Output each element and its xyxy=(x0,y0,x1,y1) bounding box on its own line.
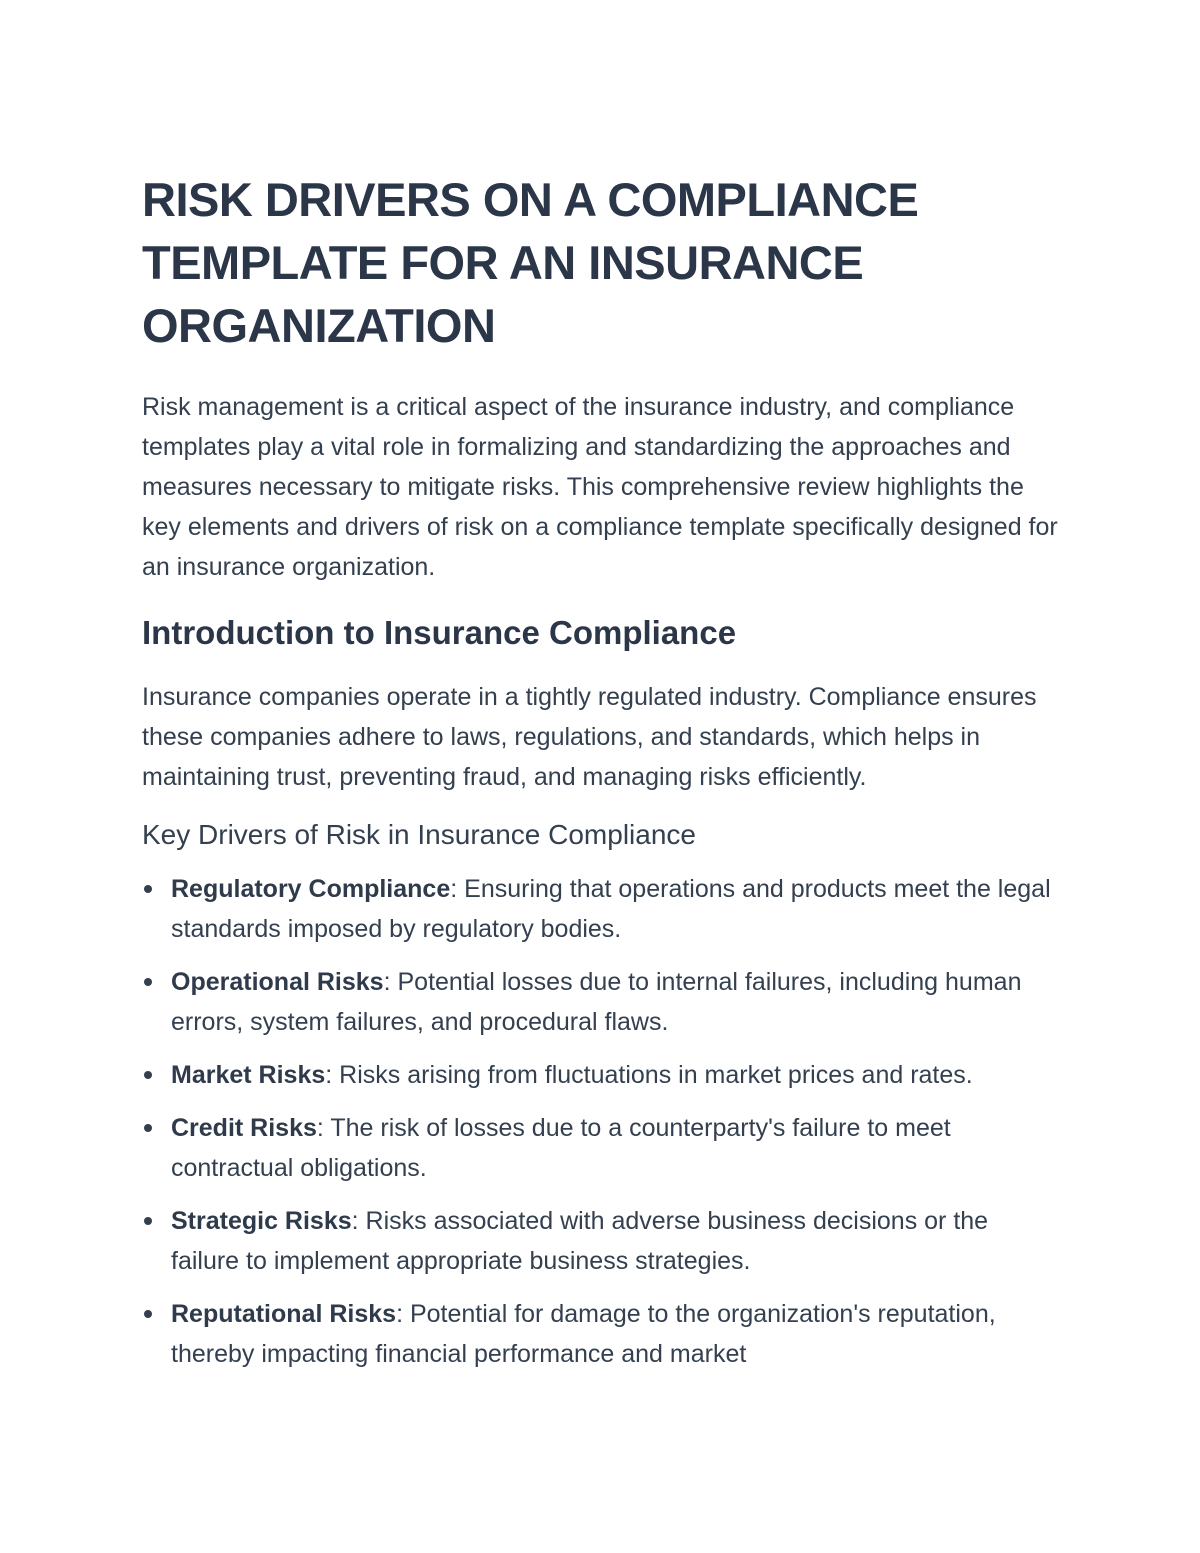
section-paragraph: Insurance companies operate in a tightly regulated industry. Compliance ensures these companies adhere to laws, regulations, and standards, which helps in maintaining trust, preventing fraud, and managing risks efficiently. xyxy=(142,683,1037,791)
term-separator: : xyxy=(316,1114,331,1142)
driver-term: Regulatory Compliance xyxy=(171,875,451,903)
bullet-icon xyxy=(144,1071,152,1079)
term-separator: : xyxy=(450,875,465,903)
document-page xyxy=(142,168,1062,1387)
document-title: RISK DRIVERS ON A COMPLIANCE TEMPLATE FOR AN INSURANCE ORGANIZATION xyxy=(142,173,919,352)
driver-term: Market Risks xyxy=(171,1061,326,1089)
bullet-icon xyxy=(144,978,152,986)
driver-term: Operational Risks xyxy=(171,968,384,996)
term-separator: : xyxy=(396,1300,410,1328)
driver-description: Potential for damage to the organization's reputation, thereby impacting financial performance and market xyxy=(171,1300,996,1368)
driver-description: Potential losses due to internal failures, including human errors, system failures, and procedural flaws. xyxy=(171,968,1022,1036)
list-item xyxy=(142,1201,1062,1281)
term-separator: : xyxy=(325,1061,340,1089)
bullet-icon xyxy=(144,1310,152,1318)
risk-drivers-list xyxy=(142,869,1062,1374)
bullet-icon xyxy=(144,1217,152,1225)
list-item xyxy=(142,869,1062,949)
intro-paragraph: Risk management is a critical aspect of the insurance industry, and compliance templates play a vital role in formalizing and standardizing the approaches and measures necessary to mitigate risks. This comprehensive review highlights the key elements and drivers of risk on a compliance template specifically designed for an insurance organization. xyxy=(142,393,1058,581)
list-item xyxy=(142,962,1062,1042)
list-item xyxy=(142,1108,1062,1188)
bullet-icon xyxy=(144,885,152,893)
list-item xyxy=(142,1055,1062,1095)
driver-description: The risk of losses due to a counterparty's failure to meet contractual obligations. xyxy=(171,1114,951,1182)
list-item xyxy=(142,1294,1062,1374)
driver-term: Reputational Risks xyxy=(171,1300,397,1328)
bullet-icon xyxy=(144,1124,152,1132)
driver-description: Risks arising from fluctuations in market prices and rates. xyxy=(339,1061,973,1089)
section-heading-introduction: Introduction to Insurance Compliance xyxy=(142,614,737,651)
subsection-heading-key-drivers: Key Drivers of Risk in Insurance Compliance xyxy=(142,819,696,850)
term-separator: : xyxy=(351,1207,366,1235)
driver-term: Credit Risks xyxy=(171,1114,317,1142)
driver-description: Ensuring that operations and products meet the legal standards imposed by regulatory bodies. xyxy=(171,875,1051,943)
term-separator: : xyxy=(383,968,398,996)
driver-term: Strategic Risks xyxy=(171,1207,352,1235)
driver-description: Risks associated with adverse business decisions or the failure to implement appropriate business strategies. xyxy=(171,1207,989,1275)
